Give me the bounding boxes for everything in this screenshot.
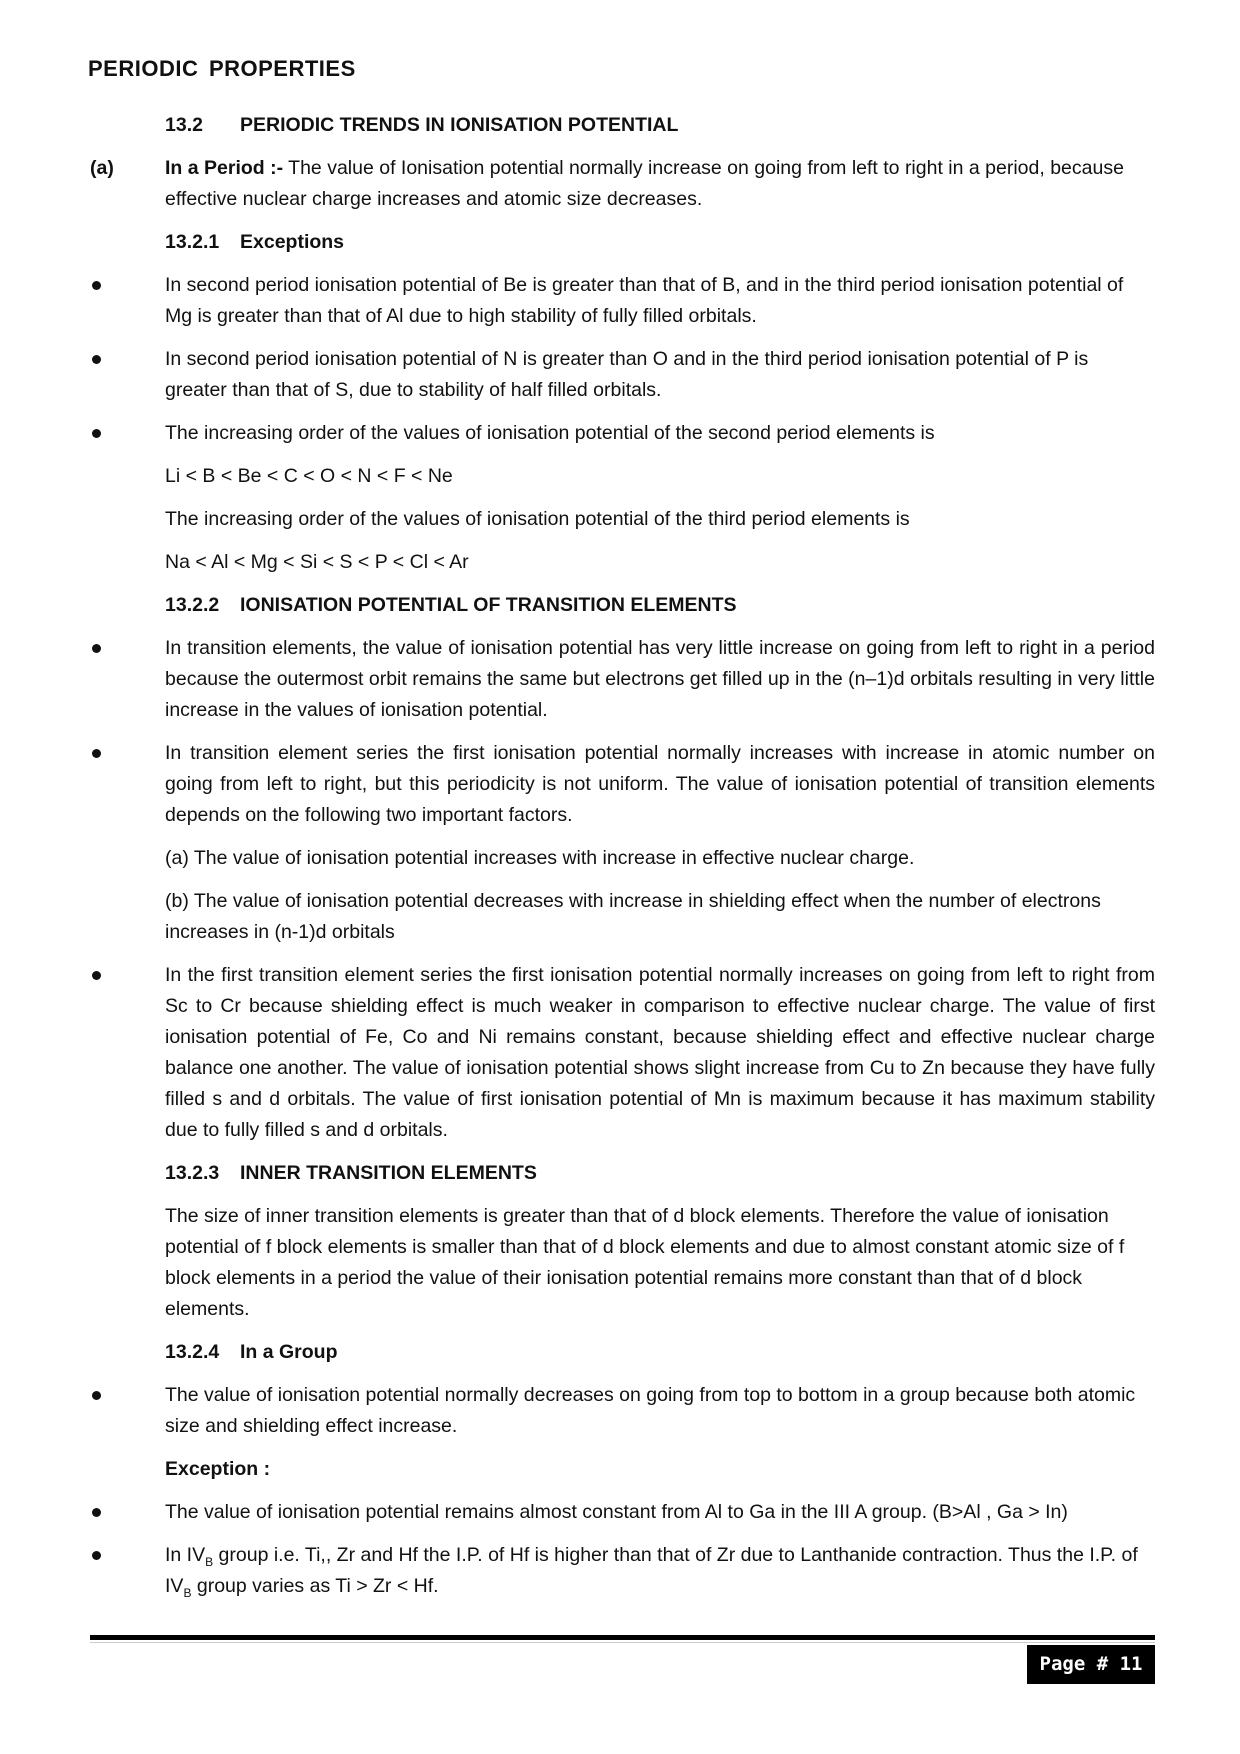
list-item: [0, 1380, 1240, 1442]
bullet-icon: [92, 749, 101, 758]
order-second-period: Li < B < Be < C < O < N < F < Ne: [165, 465, 453, 487]
list-item: [0, 633, 1240, 726]
subsection-number: 13.2.4: [165, 1341, 220, 1363]
footer-rule: [90, 1635, 1155, 1640]
list-item-text: In second period ionisation potential of Be is greater than that of B, and in the third period ionisation potential of Mg is greater than that of Al due to high stability of fully filled orbitals.: [165, 274, 1124, 327]
factor-b: (b) The value of ionisation potential decreases with increase in shielding effect when the number of electrons increases in (n-1)d orbitals: [165, 890, 1101, 943]
bullet-icon: [92, 644, 101, 653]
inner-paragraph: The size of inner transition elements is greater than that of d block elements. Therefore the value of ionisation potential of f block elements is smaller than that of d block elements and due to almost constant atomic size of f block elements in a period the value of their ionisation potential remains more constant than that of d block elements.: [165, 1205, 1125, 1320]
bullet-icon: [92, 281, 101, 290]
list-item: [0, 418, 1240, 449]
list-item: [0, 1497, 1240, 1528]
section-heading: [0, 110, 1240, 141]
bullet-icon: [92, 1551, 101, 1560]
bullet-icon: [92, 355, 101, 364]
list-item: [0, 960, 1240, 1146]
period-lead: In a Period :-: [165, 157, 284, 179]
text-fragment: group i.e. Ti,, Zr and Hf the I.P. of Hf is higher than that of Zr due to Lanthanide contraction. Thus the I.P. of IV: [165, 1544, 1138, 1597]
subsection-number: 13.2.3: [165, 1162, 220, 1184]
section-number: 13.2: [165, 114, 203, 136]
subsection-number: 13.2.1: [165, 231, 220, 253]
subsection-heading-transition: [0, 590, 1240, 621]
subsection-title: INNER TRANSITION ELEMENTS: [240, 1162, 537, 1184]
list-item: [0, 738, 1240, 831]
exception-label: Exception :: [165, 1458, 271, 1480]
list-item-text: [165, 1544, 1138, 1600]
bullet-icon: [92, 1508, 101, 1517]
subsection-heading-inner: [0, 1158, 1240, 1189]
footer-rule-thin: [90, 1642, 1155, 1643]
text-fragment: In IV: [165, 1544, 206, 1566]
section-title: PERIODIC TRENDS IN IONISATION POTENTIAL: [240, 114, 679, 136]
page-content: [0, 110, 1240, 1602]
list-item-text: The value of ionisation potential normally decreases on going from top to bottom in a group because both atomic size and shielding effect increase.: [165, 1384, 1136, 1437]
bullet-icon: [92, 429, 101, 438]
factor-a: (a) The value of ionisation potential increases with increase in effective nuclear charge.: [165, 847, 915, 869]
subsection-number: 13.2.2: [165, 594, 220, 616]
page-title: PERIODIC PROPERTIES: [88, 56, 356, 81]
bullet-icon: [92, 971, 101, 980]
subsection-title: IONISATION POTENTIAL OF TRANSITION ELEMENTS: [240, 594, 737, 616]
page-number-badge: Page # 11: [1027, 1645, 1155, 1684]
list-item-text: In second period ionisation potential of N is greater than O and in the third period ionisation potential of P is greater than that of S, due to stability of half filled orbitals.: [165, 348, 1089, 401]
bullet-icon: [92, 1391, 101, 1400]
subscript: B: [183, 1586, 192, 1600]
list-item-text: In the first transition element series the first ionisation potential normally increases on going from left to right from Sc to Cr because shielding effect is much weaker in comparison to effective nuclear charge. The value of first ionisation potential of Fe, Co and Ni remains constant, because shielding effect and effective nuclear charge balance one another. The value of ionisation potential shows slight increase from Cu to Zn because they have fully filled s and d orbitals. The value of first ionisation potential of Mn is maximum because it has maximum stability due to fully filled s and d orbitals.: [165, 964, 1155, 1141]
list-item: [0, 344, 1240, 406]
list-item-text: In transition element series the first ionisation potential normally increases with increase in atomic number on going from left to right, but this periodicity is not uniform. The value of ionisation potential of transition elements depends on the following two important factors.: [165, 742, 1155, 826]
list-item: [0, 1540, 1240, 1602]
subsection-heading-exceptions: [0, 227, 1240, 258]
period-text: The value of Ionisation potential normally increase on going from left to right in a period, because effective nuclear charge increases and atomic size decreases.: [165, 157, 1124, 210]
list-item-text: The value of ionisation potential remains almost constant from Al to Ga in the III A group. (B>Al , Ga > In): [165, 1501, 1068, 1523]
order-third-period: Na < Al < Mg < Si < S < P < Cl < Ar: [165, 551, 469, 573]
item-marker: (a): [90, 157, 114, 179]
subsection-title: Exceptions: [240, 231, 345, 253]
list-item-text: The increasing order of the values of ionisation potential of the second period elements is: [165, 422, 935, 444]
period-paragraph: [0, 153, 1240, 215]
subscript: B: [205, 1555, 214, 1569]
subsection-title: In a Group: [240, 1341, 338, 1363]
list-item-text: In transition elements, the value of ionisation potential has very little increase on going from left to right in a period because the outermost orbit remains the same but electrons get filled up in the (n–1)d orbitals resulting in very little increase in the values of ionisation potential.: [165, 637, 1155, 721]
text-fragment: group varies as Ti > Zr < Hf.: [191, 1575, 439, 1597]
list-item: [0, 270, 1240, 332]
subsection-heading-group: [0, 1337, 1240, 1368]
third-period-intro: The increasing order of the values of ionisation potential of the third period elements is: [165, 508, 910, 530]
